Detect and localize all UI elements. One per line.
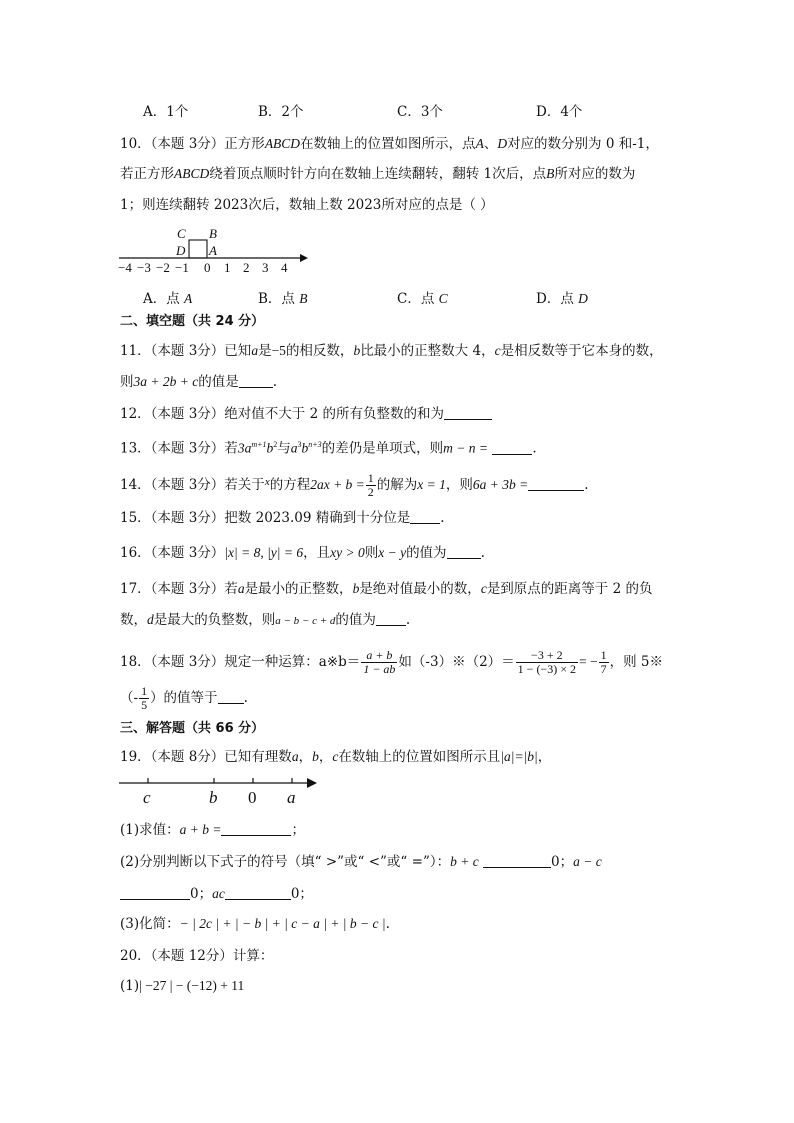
q10-option-a: A．点 A [143, 291, 193, 307]
q16-line: 16．（本题 3分）|x| = 8, |y| = 6，且xy > 0则x − y的值为 . [120, 545, 485, 561]
q18-fraction-one-fifth: $\frac{1}{5}$ [141, 684, 148, 712]
q19-label-b: b [209, 788, 218, 807]
section-solve-heading: 三、解答题（共 66 分） [120, 721, 265, 736]
q10-option-c: C．点 C [397, 291, 448, 307]
q20-title: 20．（本题 12分）计算： [120, 948, 274, 964]
q19-line-1: 19．（本题 8分）已知有理数a，b，c在数轴上的位置如图所示且|a|=|b|， [120, 749, 552, 765]
q10-tick-neg2: −2 [156, 260, 170, 275]
q10-number-line-figure [116, 224, 312, 276]
q19-label-c: c [143, 788, 151, 807]
q17-answer-blank [376, 611, 406, 626]
q14-line: 14．（本题 3分）若关于$^x$的方程2ax + b = $\frac{1}{2}$ 的解为x = 1，则6a + 3b = . [120, 471, 589, 499]
q20-part-1: (1)| −27 | − (−12) + 11 [120, 978, 245, 994]
q18-fraction-example: $\frac{-3 + 2}{1 - (-3) \times 2}$ [517, 648, 576, 676]
q9-option-c: C．3个 [397, 104, 443, 120]
q10-tick-neg4: −4 [118, 260, 132, 275]
q10-tick-2: 2 [243, 260, 250, 275]
q18-answer-blank [218, 689, 244, 704]
q9-option-d: D．4个 [536, 104, 583, 120]
q10-tick-3: 3 [262, 260, 269, 275]
q10-label-a: A [209, 243, 217, 258]
q19-number-line-figure [116, 773, 320, 809]
q18-line-2: （- $\frac{1}{5}$ ）的值等于 . [120, 684, 248, 712]
q12-answer-blank [444, 405, 492, 420]
q10-tick-1: 1 [224, 260, 231, 275]
q10-line-2: 若正方形ABCD绕着顶点顺时针方向在数轴上连续翻转，翻转 1次后，点B所对应的数为 [120, 166, 636, 182]
q10-option-d: D．点 D [536, 291, 588, 307]
q19-part-3: (3)化简：− | 2c | + | − b | + | c − a | + | b − c |. [120, 916, 390, 932]
q15-answer-blank [410, 509, 440, 524]
q10-tick-0: 0 [204, 260, 211, 275]
q19-part-1: (1)求值：a + b = ； [120, 822, 305, 838]
q17-line-1: 17．（本题 3分）若a是最小的正整数，b是绝对值最小的数，c是到原点的距离等于 2 的负 [120, 581, 653, 597]
q19-label-0: 0 [248, 788, 257, 807]
q15-line: 15．（本题 3分）把数 2023.09 精确到十分位是 . [120, 510, 445, 526]
q10-tick-neg1: −1 [175, 260, 189, 275]
q14-fraction: $\frac{1}{2}$ [367, 471, 374, 499]
q10-label-c: C [177, 226, 186, 241]
q19-part-2-cont: 0；ac 0； [120, 884, 313, 904]
q18-fraction-definition: $\frac{a + b}{1 - ab}$ [363, 648, 396, 676]
section-fill-in-heading: 二、填空题（共 24 分） [120, 314, 265, 329]
q9-option-b: B．2个 [258, 104, 304, 120]
q9-option-a: A．1个 [143, 104, 189, 120]
q13-line: 13．（本题 3分）若$3a^{m+1}b^2$与$a^3b^{n+3}$的差仍是单项式，则m − n = . [120, 440, 537, 457]
q19-label-a: a [287, 788, 296, 807]
q13-answer-blank [492, 440, 532, 455]
q19-part-2: (2)分别判断以下式子的符号（填“ >”或“ <”或“ =”）：b + c 0；a − c [120, 854, 602, 870]
q11-line-1: 11．（本题 3分）已知a是−5的相反数，b比最小的正整数大 4，c是相反数等于它本身的数， [120, 343, 663, 359]
q11-answer-blank [239, 373, 273, 388]
q18-fraction-result: $\frac{1}{7}$ [600, 648, 607, 676]
q10-option-b: B．点 B [258, 291, 308, 307]
q19-p2-blank-1 [483, 853, 551, 868]
q14-answer-blank [528, 476, 584, 491]
q10-tick-4: 4 [281, 260, 288, 275]
q10-line-1: 10．（本题 3分）正方形ABCD在数轴上的位置如图所示，点A、D对应的数分别为 0 和-1， [120, 136, 659, 152]
q10-tick-neg3: −3 [137, 260, 151, 275]
q12-line: 12．（本题 3分）绝对值不大于 2 的所有负整数的和为 [120, 404, 492, 424]
q10-label-b: B [209, 226, 217, 241]
q16-answer-blank [447, 544, 481, 559]
q10-line-3: 1；则连续翻转 2023次后，数轴上数 2023所对应的点是（ ） [120, 197, 494, 213]
q19-p2-blank-3 [225, 885, 291, 900]
q18-line-1: 18．（本题 3分）规定一种运算：a※b＝ $\frac{a + b}{1 - ab}$ 如（-3）※（2）＝ $\frac{-3 + 2}{1 - (-3) \times 2}$ = − $\frac{1}{7}$ ，则 5※ [120, 648, 663, 676]
q10-label-d: D [176, 243, 186, 258]
q19-p1-answer-blank [221, 821, 291, 836]
q19-p2-blank-2 [120, 885, 190, 900]
q11-line-2: 则3a + 2b + c的值是 . [120, 374, 278, 390]
q17-line-2: 数，d是最大的负整数，则a − b − c + d的值为 . [120, 612, 411, 628]
